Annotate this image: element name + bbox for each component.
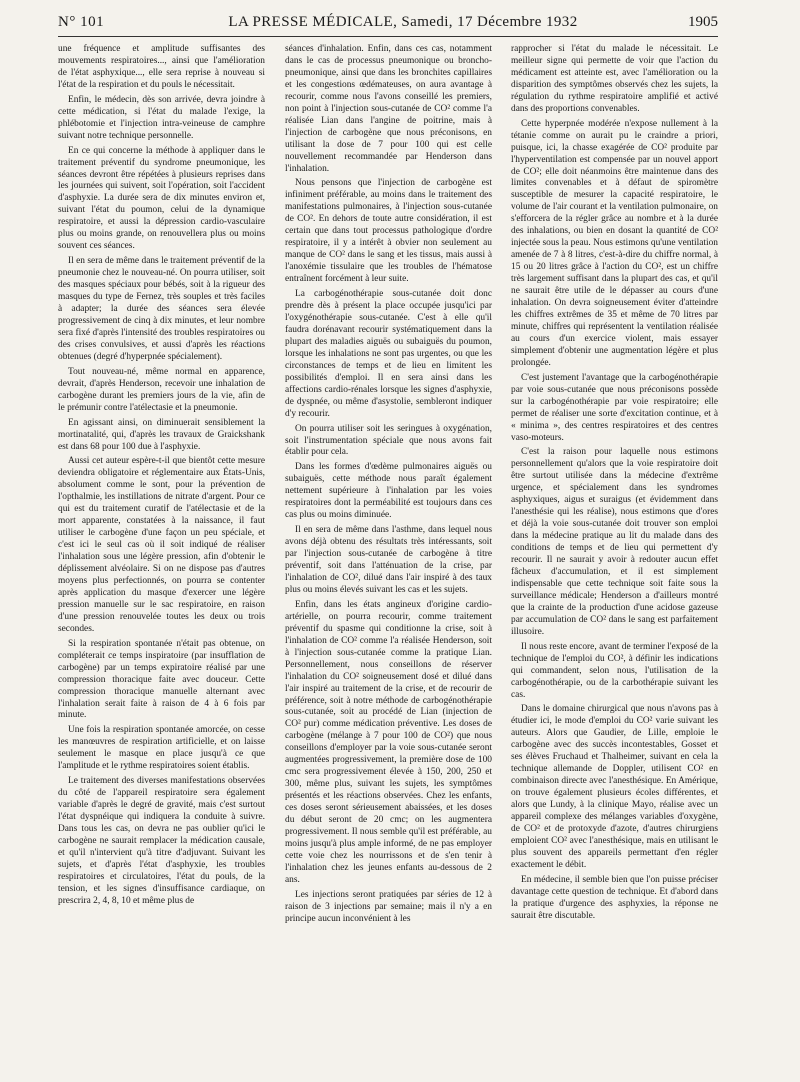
paragraph: Aussi cet auteur espère-t-il que bientôt cette mesure deviendra obligatoire et réglementaire aux États-Unis, absolument comme le sont, pour la prévention de l'opthalmie, les instillations de nitrate d'argent. Pour ce qui est du traitement curatif de l'atélectasie et de la mort apparente, constatées à la naissance, il faut utiliser le carbogène d'une façon un peu spéciale, et c'est ici le seul cas où il soit indiqué de réaliser l'inhalation sous une légère pression, afin d'obtenir le déplissement alvéolaire. Si on ne dispose pas d'autres moyens plus perfectionnés, on pourra se contenter après application du masque d'exercer une légère pression manuelle sur le sac respiratoire, en raison d'une pression renouvelée toutes les deux ou trois secondes. bbox=[58, 456, 265, 634]
paragraph: Il en sera de même dans l'asthme, dans lequel nous avons déjà obtenu des résultats très intéressants, soit par l'injection sous-cutanée de carbogène à titre préventif, soit dans l'atténuation de la crise, par l'inhalation de CO², dilué dans l'air inspiré à des taux plus ou moins élevés suivant les cas et les sujets. bbox=[285, 525, 492, 595]
page-header bbox=[58, 14, 718, 34]
paragraph: La carbogénothérapie sous-cutanée doit donc prendre dès à présent la place occupée jusqu'ici par l'oxygénothérapie sous-cutanée. C'est à elle qu'il faudra dorénavant recourir systématiquement dans la plupart des maladies aiguës ou subaiguës du poumon, lorsque les inhalations ne sont pas urgentes, ou que les circonstances de temps et de lieu en limitent les possibilités d'emploi. Il en sera ainsi dans les affections cardio-rénales lorsque les signes d'asphyxie, de dyspnée, ou même d'asystolie, sembleront indiquer d'y recourir. bbox=[285, 289, 492, 419]
text-column-3 bbox=[511, 44, 718, 1074]
paragraph: séances d'inhalation. Enfin, dans ces cas, notamment dans le cas de processus pneumonique ou broncho-pneumonique, ainsi que dans les bronchites capillaires et les congestions œdémateuses, on aura avantage à recourir, comme nous l'avons conseillé les premiers, non point à l'injection sous-cutanée de CO² comme l'a réalisée Lian dans l'angine de poitrine, mais à l'injection de carbogène que nous préconisons, en utilisant la dose de 7 pour 100 qui est celle nouvellement recommandée par Henderson dans l'inhalation. bbox=[285, 44, 492, 174]
publication-title: LA PRESSE MÉDICALE, Samedi, 17 Décembre 1932 bbox=[228, 14, 578, 30]
issue-number: N° 101 bbox=[58, 14, 105, 30]
paragraph: Une fois la respiration spontanée amorcée, on cesse les manœuvres de respiration artificielle, et on laisse seulement le masque en place jusqu'à ce que l'amplitude et le rythme respiratoires soient établis. bbox=[58, 725, 265, 772]
paragraph: Les injections seront pratiquées par séries de 12 à raison de 3 injections par semaine; mais il n'y a en principe aucun inconvénient à les bbox=[285, 889, 492, 924]
page-number: 1905 bbox=[688, 14, 718, 30]
paragraph: En agissant ainsi, on diminuerait sensiblement la mortinatalité, qui, d'après les travaux de Graickshank est dans 68 pour 100 due à l'asphyxie. bbox=[58, 417, 265, 452]
paragraph: Enfin, dans les états angineux d'origine cardio-artérielle, on pourra recourir, comme traitement préventif du spasme qui conditionne la crise, soit à l'inhalation de CO² comme l'a réalisée Henderson, soit à l'injection sous-cutanée comme la pratique Lian. Personnellement, nous conseillons de réserver l'inhalation du CO² soigneusement dosé et dilué dans l'air inspiré au traitement de la crise, et de recourir de préférence, soit à notre méthode de carbogénothérapie sous-cutanée, soit au procédé de Lian (injection de CO² pur) comme médication préventive. Les doses de carbogène (mélange à 7 pour 100 de CO²) que nous conseillons d'employer par la voie sous-cutanée seront augmentées progressivement, la première dose de 100 cmc sera progressivement élevée à 150, 200, 250 et 300, même plus, suivant les sujets, les symptômes présentés et les réactions observées. Chez les enfants, ces doses seront sérieusement abaissées, et les doses du début seront de 20 cmc; on les augmentera progressivement. Il nous semble qu'il est préférable, au moins jusqu'à plus ample informé, de ne pas employer cette voie chez les nourrissons et de s'en tenir à l'inhalation chez les jeunes enfants au-dessous de 2 ans. bbox=[285, 599, 492, 885]
paragraph: Le traitement des diverses manifestations observées du côté de l'appareil respiratoire sera également variable d'après le degré de gravité, mais c'est surtout l'état dyspnéique qui indiquera la conduite à suivre. Dans tous les cas, on devra ne pas oublier qu'ici le carbogène ne saurait remplacer la médication causale, et qu'il n'intervient qu'à titre d'adjuvant. Suivant les sujets, et d'après l'état d'asphyxie, les troubles respiratoires et circulatoires, l'état du pouls, de la tension, et les signes d'insuffisance cardiaque, on prescrira 2, 4, 8, 10 et même plus de bbox=[58, 776, 265, 906]
paragraph: Il nous reste encore, avant de terminer l'exposé de la technique de l'emploi du CO², à définir les indications qui commandent, selon nous, l'utilisation de la carbogénothérapie, ou de la carbothérapie suivant les cas. bbox=[511, 641, 718, 700]
paragraph: On pourra utiliser soit les seringues à oxygénation, soit l'instrumentation spéciale que nous avons fait établir pour cela. bbox=[285, 423, 492, 458]
paragraph: C'est la raison pour laquelle nous estimons personnellement qu'alors que la voie respiratoire doit être surtout utilisée dans la médecine d'extrême urgence, et spécialement dans les syndromes asphyxiques, aigus et suraigus (et évidemment dans l'anesthésie qui les réalise), nous estimons que d'ores et déjà la voie sous-cutanée doit trouver son emploi dans la médecine pratique au lit du malade dans des conditions de temps et de lieu qui permettent d'y recourir. Il ne saurait y avoir à redouter aucun effet fâcheux d'accumulation, et il est simplement indispensable que cette technique soit faite sous la surveillance médicale; Henderson a d'ailleurs montré que la crainte de la production d'une acidose gazeuse par accumulation de CO² dans le sang est parfaitement illusoire. bbox=[511, 447, 718, 637]
paragraph: rapprocher si l'état du malade le nécessitait. Le meilleur signe qui permette de voir que l'action du médicament est atteinte est, avec l'amélioration ou la disparition des symptômes observés chez les sujets, la régulation du rythme respiratoire amplifié et activé dans des proportions convenables. bbox=[511, 44, 718, 114]
paragraph: une fréquence et amplitude suffisantes des mouvements respiratoires..., ainsi que l'amélioration de l'état asphyxique..., elle sera reprise à nouveau si l'état de la respiration et du pouls le nécessitait. bbox=[58, 44, 265, 90]
paragraph: Il en sera de même dans le traitement préventif de la pneumonie chez le nouveau-né. On pourra utiliser, soit des masques spéciaux pour bébés, soit à la rigueur des masques du type de Fernez, très souples et très faciles à adapter; la durée des séances sera élevée progressivement de cinq à dix minutes, et leur nombre sera fixé d'après l'intensité des troubles respiratoires ou des crises convulsives, et aussi d'après les réactions obtenues (degré d'hyperpnée spécialement). bbox=[58, 256, 265, 362]
paragraph: Si la respiration spontanée n'était pas obtenue, on compléterait ce temps inspiratoire (par insufflation de carbogène) par un temps expiratoire réalisé par une compression thoracique faite avec douceur. Cette compression thoracique manuelle alternant avec l'inhalation serait faite à raison de 4 à 6 fois par minute. bbox=[58, 638, 265, 721]
header-rule bbox=[58, 36, 718, 37]
paragraph: Dans le domaine chirurgical que nous n'avons pas à étudier ici, le mode d'emploi du CO² varie suivant les auteurs. Alors que Gaudier, de Lille, emploie le carbogène avec des succès incontestables, Gosset et ses élèves Fruchaud et Thalheimer, suivant en cela la technique allemande de Doppler, utilisent CO² en combinaison directe avec l'anesthésique. En Amérique, on trouve également plusieurs écoles différentes, et alors que Lundy, à la clinique Mayo, réalise avec un appareil complexe des mélanges variables d'oxygène, de CO² et de protoxyde d'azote, d'autres chirurgiens emploient CO² avec l'anesthésique, mais en utilisant le plus souvent des appareils permettant d'en régler exactement le débit. bbox=[511, 704, 718, 870]
paragraph: Cette hyperpnée modérée n'expose nullement à la tétanie comme on aurait pu le craindre a priori, puisque, ici, la chasse exagérée de CO² produite par l'hyperventilation est compensée par un nouvel apport de CO²; elle doit néanmoins être maintenue dans des limites convenables et à défaut de spiromètre susceptible de mesurer la capacité respiratoire, le volume de l'air courant et la ventilation pulmonaire, on s'efforcera de la régler grâce au nombre et à la durée des inhalations, ou bien en dosant la quantité de CO² injectée sous la peau. Nous estimons qu'une ventilation amenée de 7 à 8 litres, c'est-à-dire du chiffre normal, à 15 ou 20 litres grâce à l'action du CO², est un chiffre très largement suffisant dans la plupart des cas, et qu'il ne saurait être utile de le dépasser au cours d'une inhalation. On devra soigneusement éviter d'atteindre les chiffres extrêmes de 35 et même de 70 litres par minute, chiffres qui représentent la ventilation réalisée au cours d'un exercice violent, mais essayer simplement d'obtenir une augmentation légère et plus prolongée. bbox=[511, 118, 718, 368]
paragraph: En ce qui concerne la méthode à appliquer dans le traitement préventif du syndrome pneumonique, les séances devront être répétées à plusieurs reprises dans les journées qui suivent, soit l'opération, soit l'accident d'asphyxie. La durée sera de dix minutes environ et, suivant l'état du poumon, celui de la dynamique respiratoire, et aussi la dépression cardio-vasculaire plus ou moins grande, on renouvellera plus ou moins souvent ces séances. bbox=[58, 145, 265, 252]
paragraph: Nous pensons que l'injection de carbogène est infiniment préférable, au moins dans le traitement des manifestations pulmonaires, à l'injection sous-cutanée de CO². En dehors de toute autre considération, il est certain que dans tout processus pathologique d'ordre respiratoire, il y a intérêt à obvier non seulement au manque de CO² dans le sang et les tissus, mais aussi à l'anoxémie tissulaire que les troubles de l'hématose entraînent forcément à leur suite. bbox=[285, 178, 492, 285]
paragraph: Dans les formes d'œdème pulmonaires aiguës ou subaiguës, cette méthode nous paraît également nettement supérieure à l'inhalation par les voies respiratoires dont la perméabilité est toujours dans ces cas plus ou moins diminuée. bbox=[285, 462, 492, 521]
paragraph: C'est justement l'avantage que la carbogénothérapie par voie sous-cutanée que nous préconisons possède sur la carbogénothérapie par voie respiratoire; elle permet de réaliser une sorte d'excitation continue, et à « minima », des centres respiratoires et des centres vaso-moteurs. bbox=[511, 372, 718, 443]
text-column-1 bbox=[58, 44, 265, 1074]
paragraph: En médecine, il semble bien que l'on puisse préciser davantage cette question de technique. Et d'abord dans la pratique d'urgence des asphyxies, la réponse ne saurait être discutable. bbox=[511, 874, 718, 921]
text-column-2 bbox=[285, 44, 492, 1074]
paragraph: Tout nouveau-né, même normal en apparence, devrait, d'après Henderson, recevoir une inhalation de carbogène durant les premiers jours de la vie, afin de le prémunir contre l'atélectasie et la pneumonie. bbox=[58, 366, 265, 413]
paragraph: Enfin, le médecin, dès son arrivée, devra joindre à cette médication, si l'état du malade l'exige, la phlébotomie et l'injection intra-veineuse de camphre suivant notre technique personnelle. bbox=[58, 94, 265, 141]
